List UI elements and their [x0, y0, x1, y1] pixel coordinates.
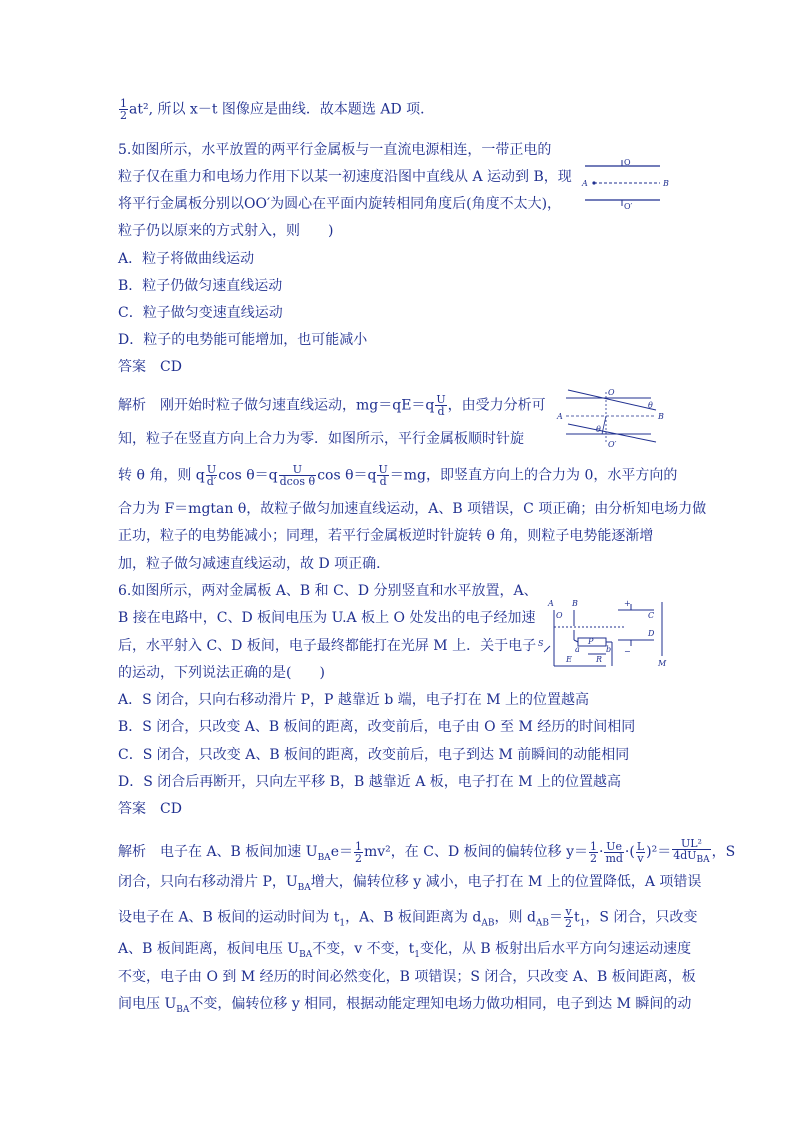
svg-text:O′: O′ [624, 202, 633, 211]
q5-stem-line: 5.如图所示，水平放置的两平行金属板与一直流电源相连，一带正电的 [118, 142, 552, 158]
q6-option-c: C．S 闭合，只改变 A、B 板间的距离，改变前后，电子到达 M 前瞬间的动能相同 [118, 747, 630, 763]
svg-text:E: E [566, 655, 572, 664]
q5-option-a: A．粒子将做曲线运动 [118, 251, 255, 267]
svg-text:O: O [556, 611, 563, 620]
fraction: $\frac{1}{2}$ [120, 97, 127, 122]
q6-answer: 答案 CD [118, 801, 182, 817]
q6-explanation-line: 设电子在 A、B 板间的运动时间为 $t_1$，A、B 板间距离为 $d_{AB}$，则 $d_{AB}=$ $\frac{v}{2}$ $t_1$，S 闭合，只改变 [118, 905, 698, 930]
svg-text:O′: O′ [608, 440, 617, 448]
q6-explanation-line: 不变，电子由 O 到 M 经历的时间必然变化，B 项错误；S 闭合，只改变 A、B 板间距离，板 [118, 969, 696, 985]
q6-stem-line: 6.如图所示，两对金属板 A、B 和 C、D 分别竖直和水平放置，A、 [118, 583, 538, 599]
svg-text:θ: θ [648, 401, 653, 410]
q5-explanation-line: 知，粒子在竖直方向上合力为零．如图所示，平行金属板顺时针旋 [118, 431, 524, 447]
q5-explanation-line: 合力为 F＝mgtan θ，故粒子做匀加速直线运动，A、B 项错误，C 项正确；由分析知电场力做 [118, 501, 707, 517]
q6-stem-line: 后，水平射入 C、D 板间，电子最终都能打在光屏 M 上．关于电子 [118, 638, 537, 654]
svg-text:A: A [557, 412, 563, 421]
q6-explanation-line: A、B 板间距离，板间电压 $U_{BA}$不变，v 不变，$t_1$变化，从 B 板射出后水平方向匀速运动速度 [118, 941, 692, 960]
q6-stem-line: 的运动，下列说法正确的是( ) [118, 665, 325, 681]
q5-explanation-line: 转 θ 角，则 q $\frac{U}{d'}$ cos θ＝q $\frac{U}{\text{dcos θ}}$ cos θ＝q $\frac{U}{d}$ ＝mg，即竖直方向上的合力为 0，水平方向的 [118, 463, 678, 488]
svg-text:M: M [658, 659, 667, 668]
svg-text:A: A [582, 179, 588, 188]
svg-text:D: D [648, 629, 655, 638]
q5-explanation-line: 解析 刚开始时粒子做匀速直线运动，mg＝qE＝q $\frac{U}{d}$ ，由受力分析可 [118, 393, 546, 418]
q5-answer: 答案 CD [118, 359, 182, 375]
svg-text:C: C [648, 611, 655, 620]
svg-text:O: O [624, 158, 631, 167]
q6-option-b: B．S 闭合，只改变 A、B 板间的距离，改变前后，电子由 O 至 M 经历的时间相同 [118, 719, 636, 735]
svg-text:a: a [575, 645, 580, 654]
q6-explanation-line: 间电压 $U_{BA}$不变，偏转位移 y 相同，根据动能定理知电场力做功相同，电子到达 M 瞬间的动 [118, 996, 692, 1015]
svg-text:B: B [658, 412, 664, 421]
q5-stem-line: 将平行金属板分别以OO′为圆心在平面内旋转相同角度后(角度不太大)， [118, 196, 562, 212]
q5-stem-line: 粒子仍以原来的方式射入，则 ) [118, 223, 334, 239]
figure-rotated-plates [556, 386, 676, 448]
svg-text:+: + [624, 599, 631, 608]
svg-text:θ: θ [596, 425, 601, 434]
prev-answer-tail: $\frac{1}{2}$ at², 所以 x－t 图像应是曲线．故本题选 AD 项． [120, 97, 435, 122]
svg-text:P: P [588, 637, 594, 646]
q5-option-d: D．粒子的电势能可能增加，也可能减小 [118, 332, 368, 348]
q6-option-a: A．S 闭合，只向右移动滑片 P，P 越靠近 b 端，电子打在 M 上的位置越高 [118, 692, 589, 708]
q5-explanation-line: 加，粒子做匀减速直线运动，故 D 项正确． [118, 556, 391, 572]
q5-stem-line: 粒子仅在重力和电场力作用下以某一初速度沿图中直线从 A 运动到 B，现 [118, 169, 572, 185]
svg-text:B: B [663, 179, 669, 188]
svg-text:S: S [538, 639, 544, 648]
q6-explanation-line: 解析 电子在 A、B 板间加速 $U_{BA}e=$ $\frac{1}{2}$ mv²，在 C、D 板间的偏转位移 y＝ $\frac{1}{2}$ · $\frac{Ue}{md}$ ·( $\frac{L}{v}$ )²＝ $\frac{\text{UL²}}{4dU_{BA}}$ ，S [118, 837, 736, 866]
q5-option-b: B．粒子仍做匀速直线运动 [118, 278, 283, 294]
q6-option-d: D．S 闭合后再断开，只向左平移 B，B 越靠近 A 板，电子打在 M 上的位置越高 [118, 774, 621, 790]
svg-text:A: A [548, 599, 554, 608]
svg-text:R: R [596, 655, 603, 664]
svg-text:B: B [572, 599, 578, 608]
svg-text:O: O [608, 388, 615, 397]
q5-explanation-line: 正功，粒子的电势能减小；同理，若平行金属板逆时针旋转 θ 角，则粒子电势能逐渐增 [118, 528, 654, 544]
q6-stem-line: B 接在电路中，C、D 板间电压为 U.A 板上 O 处发出的电子经加速 [118, 610, 536, 626]
figure-electron-circuit [536, 596, 670, 684]
figure-parallel-plates [580, 156, 680, 212]
svg-text:−: − [624, 647, 631, 656]
q5-option-c: C．粒子做匀变速直线运动 [118, 305, 283, 321]
q6-explanation-line: 闭合，只向右移动滑片 P，$U_{BA}$增大，偏转位移 y 减小，电子打在 M 上的位置降低，A 项错误 [118, 874, 702, 893]
svg-text:b: b [606, 645, 612, 654]
